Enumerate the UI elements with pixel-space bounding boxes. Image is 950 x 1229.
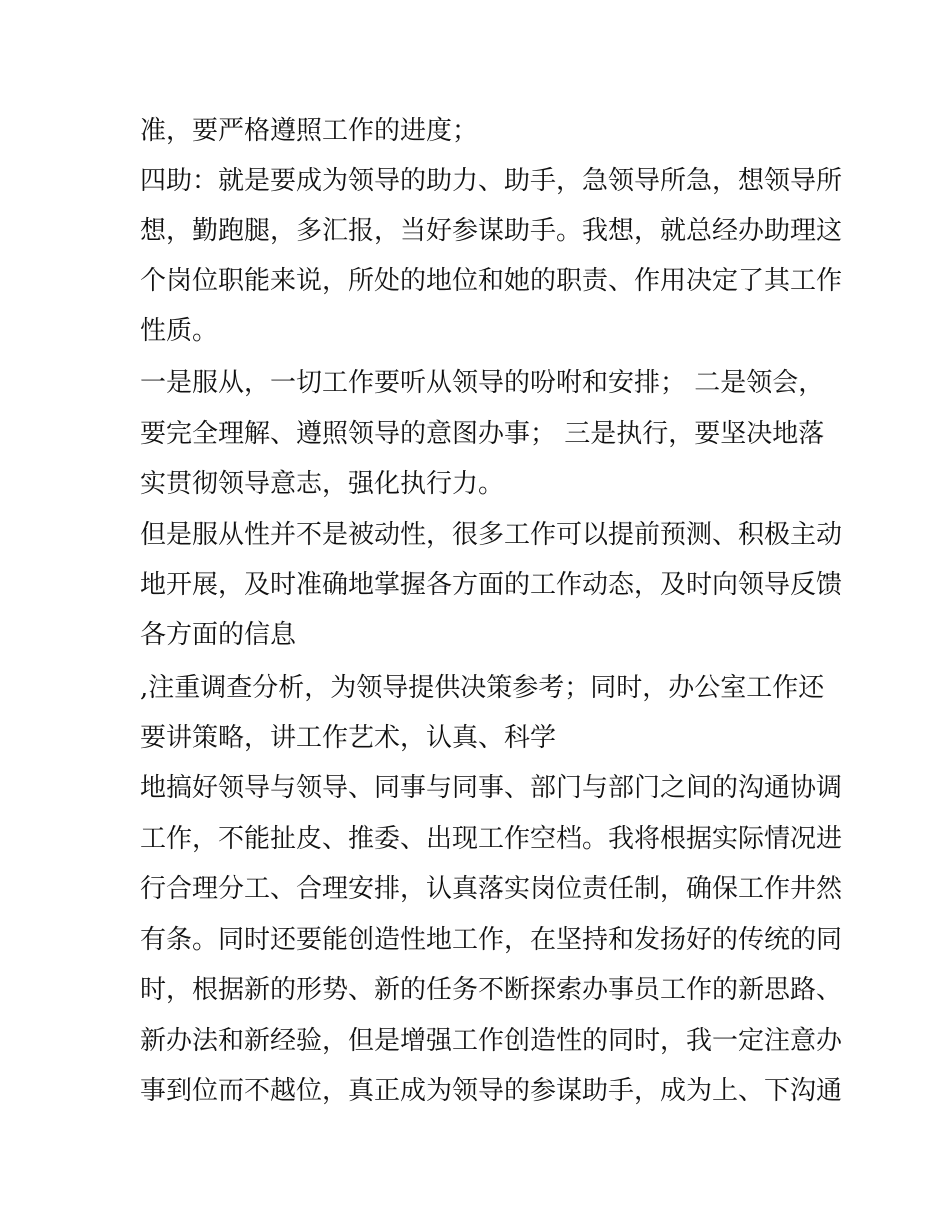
text-line: 想，勤跑腿，多汇报，当好参谋助手。我想，就总经办助理这 — [140, 216, 843, 246]
text-line: 实贯彻领导意志，强化执行力。 — [140, 469, 505, 499]
text-line: 行合理分工、合理安排，认真落实岗位责任制，确保工作井然 — [140, 874, 843, 904]
text-line: 地开展，及时准确地掌握各方面的工作动态，及时向领导反馈 — [140, 570, 843, 600]
text-line: 事到位而不越位，真正成为领导的参谋助手，成为上、下沟通 — [140, 1076, 843, 1106]
text-line: 要完全理解、遵照领导的意图办事； 三是执行，要坚决地落 — [140, 419, 825, 449]
text-line: 工作，不能扯皮、推委、出现工作空档。我将根据实际情况进 — [140, 824, 843, 854]
text-line: 性质。 — [140, 316, 219, 346]
text-line: 各方面的信息 — [140, 620, 297, 650]
text-line: 有条。同时还要能创造性地工作，在坚持和发扬好的传统的同 — [140, 925, 843, 955]
text-line: 但是服从性并不是被动性，很多工作可以提前预测、积极主动 — [140, 520, 843, 550]
text-line: 新办法和新经验，但是增强工作创造性的同时，我一定注意办 — [140, 1026, 843, 1056]
text-line: 地搞好领导与领导、同事与同事、部门与部门之间的沟通协调 — [140, 773, 843, 803]
text-line: 要讲策略，讲工作艺术，认真、科学 — [140, 723, 557, 753]
text-line: 四助：就是要成为领导的助力、助手，急领导所急，想领导所 — [140, 166, 843, 196]
text-line: ,注重调查分析，为领导提供决策参考；同时，办公室工作还 — [140, 673, 825, 703]
text-line: 个岗位职能来说，所处的地位和她的职责、作用决定了其工作 — [140, 266, 843, 296]
text-line: 一是服从，一切工作要听从领导的吩咐和安排； 二是领会， — [140, 368, 825, 398]
text-line: 时，根据新的形势、新的任务不断探索办事员工作的新思路、 — [140, 975, 843, 1005]
text-line: 准，要严格遵照工作的进度； — [140, 116, 479, 146]
